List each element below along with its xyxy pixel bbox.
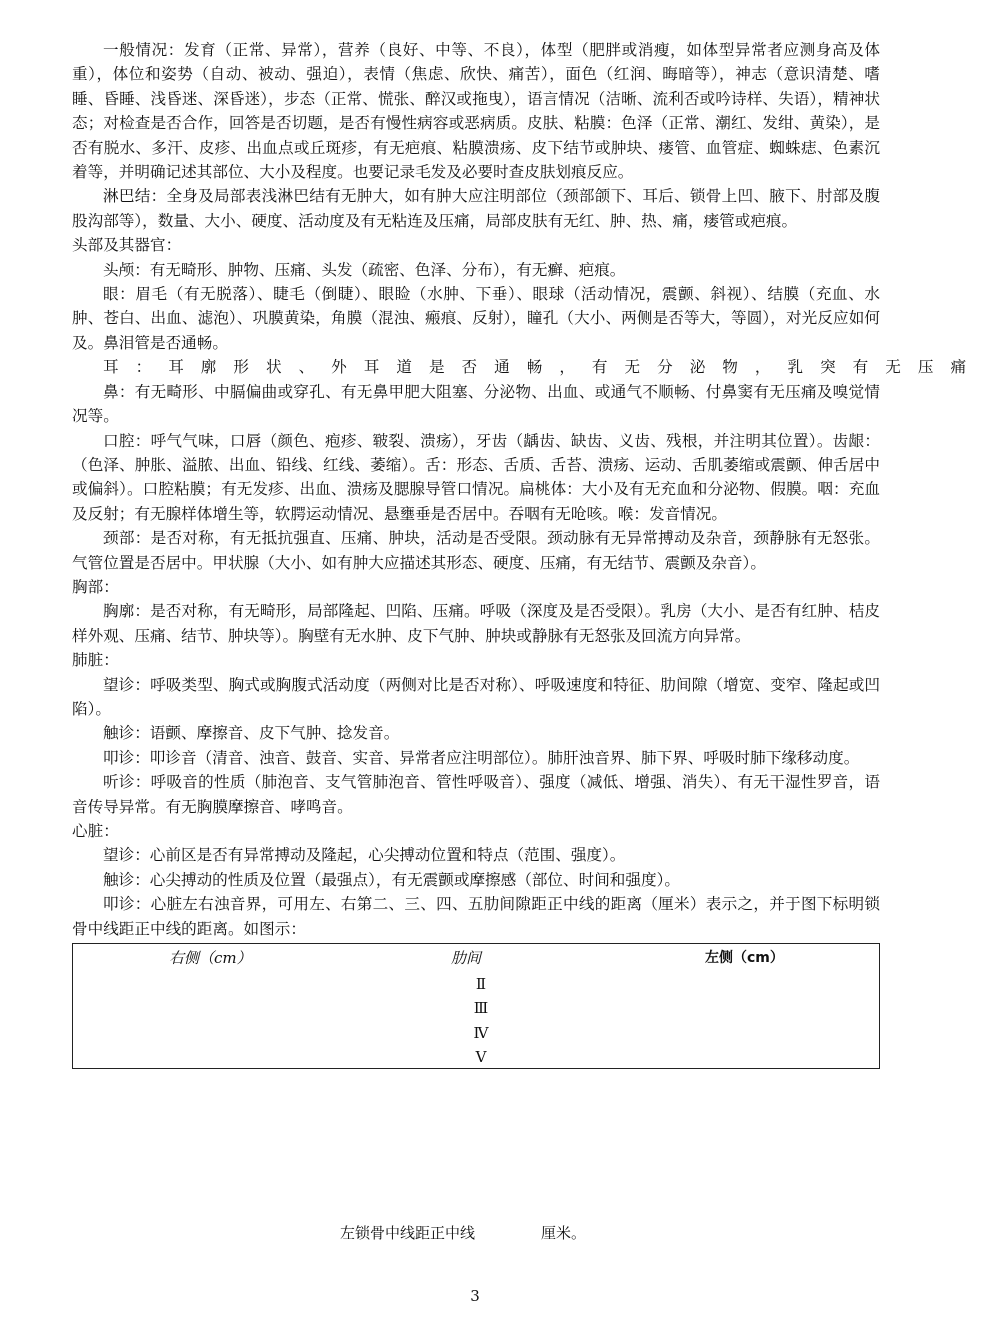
caption-after: 厘米。 xyxy=(541,1224,587,1242)
para-skull: 头颅：有无畸形、肿物、压痛、头发（疏密、色泽、分布），有无癣、疤痕。 xyxy=(103,260,626,279)
caption-before: 左锁骨中线距正中线 xyxy=(340,1224,476,1242)
para-heart-palpation: 触诊：心尖搏动的性质及位置（最强点），有无震颤或摩擦感（部位、时间和强度）。 xyxy=(103,870,680,889)
header-intercostal: 肋间 xyxy=(451,949,482,968)
para-eye: 眼：眉毛（有无脱落）、睫毛（倒睫）、眼睑（水肿、下垂）、眼球（活动情况，震颤、斜视）、结膜（充血、水肿、苍白、出血、滤泡）、巩膜黄染，角膜（混浊、瘢痕、反射），瞳孔（大小、两侧是否等大，等圆），对光反应如何及。鼻泪管是否通畅。 xyxy=(72,285,880,352)
para-heart-percussion: 叩诊：心脏左右浊音界，可用左、右第二、三、四、五肋间隙距正中线的距离（厘米）表示之，并于图下标明锁骨中线距正中线的距离。如图示： xyxy=(72,895,880,938)
document-page xyxy=(72,38,983,1069)
cardiac-dullness-figure xyxy=(72,943,880,1069)
rib-label: Ⅴ xyxy=(475,1048,487,1067)
para-lung-percussion: 叩诊：叩诊音（清音、浊音、鼓音、实音、异常者应注明部位）。肺肝浊音界、肺下界、呼吸时肺下缘移动度。 xyxy=(103,748,860,767)
para-lung-palpation: 触诊：语颤、摩擦音、皮下气肿、捻发音。 xyxy=(103,724,400,743)
figure-caption xyxy=(340,1222,586,1243)
heading-head: 头部及其器官： xyxy=(72,236,182,255)
rib-label: Ⅱ xyxy=(475,975,487,994)
page-number: 3 xyxy=(470,1287,480,1305)
header-left-side: 左侧（cm） xyxy=(705,950,784,967)
para-nose: 鼻：有无畸形、中膈偏曲或穿孔、有无鼻甲肥大阻塞、分泌物、出血、或通气不顺畅、付鼻窦有无压痛及嗅觉情况等。 xyxy=(72,382,880,426)
header-right-side: 右侧（cm） xyxy=(169,949,252,968)
para-lung-inspection: 望诊：呼吸类型、胸式或胸腹式活动度（两侧对比是否对称）、呼吸速度和特征、肋间隙（增宽、变窄、隆起或凹陷）。 xyxy=(72,675,880,718)
rib-label: Ⅲ xyxy=(473,999,489,1018)
para-ear: 耳：耳廓形状、外耳道是否通畅，有无分泌物，乳突有无压痛 xyxy=(103,358,983,377)
para-thorax: 胸廓：是否对称，有无畸形，局部隆起、凹陷、压痛。呼吸（深度及是否受限）。乳房（大小、是否有红肿、桔皮样外观、压痛、结节、肿块等）。胸壁有无水肿、皮下气肿、肿块或静脉有无怒张及回流方向异常。 xyxy=(72,602,880,645)
rib-label: Ⅳ xyxy=(473,1023,489,1042)
para-neck: 颈部：是否对称，有无抵抗强直、压痛、肿块，活动是否受限。颈动脉有无异常搏动及杂音，颈静脉有无怒张。气管位置是否居中。甲状腺（大小、如有肿大应描述其形态、硬度、压痛，有无结节、震颤及杂音）。 xyxy=(72,529,880,572)
heading-lung: 肺脏： xyxy=(72,651,119,670)
para-lung-auscultation: 听诊：呼吸音的性质（肺泡音、支气管肺泡音、管性呼吸音）、强度（减低、增强、消失）、有无干湿性罗音，语音传导异常。有无胸膜摩擦音、哮鸣音。 xyxy=(72,773,880,816)
para-mouth: 口腔：呼气气味，口唇（颜色、疱疹、皲裂、溃疡），牙齿（龋齿、缺齿、义齿、残根，并注明其位置）。齿龈：（色泽、肿胀、溢脓、出血、铅线、红线、萎缩）。舌：形态、舌质、舌苔、溃疡、运动、舌肌萎缩或震颤、伸舌居中或偏斜）。口腔粘膜；有无发疹、出血、溃疡及腮腺导管口情况。扁桃体：大小及有无充血和分泌物、假膜。咽：充血及反射；有无腺样体增生等，软腭运动情况、悬壅垂是否居中。吞咽有无呛咳。喉：发音情况。 xyxy=(72,431,880,523)
para-general: 一般情况：发育（正常、异常），营养（良好、中等、不良），体型（肥胖或消瘦，如体型异常者应测身高及体重），体位和姿势（自动、被动、强迫），表情（焦虑、欣快、痛苦），面色（红润、晦暗等），神志（意识清楚、嗜睡、昏睡、浅昏迷、深昏迷），步态（正常、慌张、醉汉或拖曳），语言情况（洁晰、流利否或吟诗样、失语），精神状态；对检查是否合作，回答是否切题，是否有慢性病容或恶病质。皮肤、粘膜：色泽（正常、潮红、发绀、黄染），是否有脱水、多汗、皮疹、出血点或丘斑疹，有无疤痕、粘膜溃疡、皮下结节或肿块、瘘管、血管症、蜘蛛痣、色素沉着等，并明确记述其部位、大小及程度。也要记录毛发及必要时查皮肤划痕反应。 xyxy=(72,41,880,182)
para-lymph: 淋巴结：全身及局部表浅淋巴结有无肿大，如有肿大应注明部位（颈部颌下、耳后、锁骨上凹、腋下、肘部及腹股沟部等），数量、大小、硬度、活动度及有无粘连及压痛，局部皮肤有无红、肿、热、痛，瘘管或疤痕。 xyxy=(72,187,880,230)
rib-list xyxy=(471,972,491,1070)
heading-chest: 胸部： xyxy=(72,577,119,596)
para-heart-inspection: 望诊：心前区是否有异常搏动及隆起，心尖搏动位置和特点（范围、强度）。 xyxy=(103,846,626,865)
heading-heart: 心脏： xyxy=(72,822,119,840)
